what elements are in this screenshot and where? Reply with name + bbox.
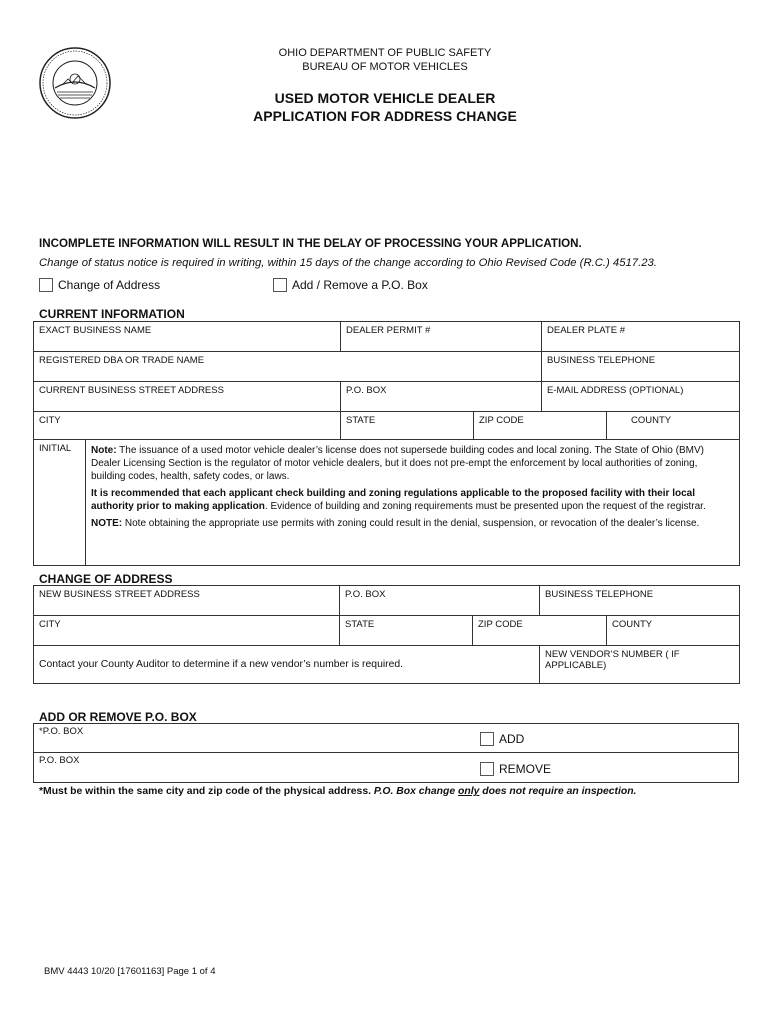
- change-of-address-checkbox[interactable]: [39, 278, 53, 292]
- new-city-field[interactable]: CITY: [34, 616, 340, 646]
- business-name-field[interactable]: EXACT BUSINESS NAME: [34, 322, 341, 352]
- state-field[interactable]: STATE: [341, 412, 474, 440]
- form-title: USED MOTOR VEHICLE DEALER: [274, 90, 496, 106]
- new-state-field[interactable]: STATE: [340, 616, 473, 646]
- po-box-heading: ADD OR REMOVE P.O. BOX: [39, 710, 197, 724]
- change-of-address-label: Change of Address: [58, 278, 161, 292]
- vendor-number-field[interactable]: NEW VENDOR’S NUMBER ( IF APPLICABLE): [540, 646, 740, 684]
- add-checkbox[interactable]: [480, 732, 494, 746]
- auditor-note: Contact your County Auditor to determine if a new vendor’s number is required.: [34, 646, 540, 684]
- agency-name: OHIO DEPARTMENT OF PUBLIC SAFETY: [278, 47, 492, 59]
- po-box-field-2-label: P.O. BOX: [39, 755, 80, 766]
- add-option[interactable]: [480, 732, 524, 746]
- dba-field[interactable]: REGISTERED DBA OR TRADE NAME: [34, 352, 542, 382]
- dealer-plate-field[interactable]: DEALER PLATE #: [542, 322, 740, 352]
- change-of-address-option[interactable]: [39, 278, 160, 292]
- form-subtitle: APPLICATION FOR ADDRESS CHANGE: [253, 108, 517, 124]
- po-box-footnote: *Must be within the same city and zip code of the physical address. P.O. Box change only does not require an inspection.: [39, 786, 637, 797]
- new-county-field[interactable]: COUNTY: [607, 616, 740, 646]
- current-street-field[interactable]: CURRENT BUSINESS STREET ADDRESS: [34, 382, 341, 412]
- zoning-note: Note: The issuance of a used motor vehicle dealer’s license does not supersede building codes and local zoning. The State of Ohio (BMV) Dealer Licensing Section is the regulator of motor vehicle dealers, but it does not pre-empt the enforcement by local authorities of zoning, building codes, health, safety codes, or laws. It is recommended that each applicant check building and zoning regulations applicable to the proposed facility with their local authority prior to making application. Evidence of building and zoning requirements must be presented upon the request of the registrar. NOTE: Note obtaining the appropriate use permits with zoning could result in the denial, suspension, or revocation of the dealer’s license.: [86, 440, 740, 566]
- new-po-box-field[interactable]: P.O. BOX: [340, 586, 540, 616]
- notice-text: Change of status notice is required in writing, within 15 days of the change according to Ohio Revised Code (R.C.) 4517.23.: [39, 257, 657, 269]
- add-remove-po-checkbox[interactable]: [273, 278, 287, 292]
- current-info-table: [33, 321, 740, 440]
- warning-text: INCOMPLETE INFORMATION WILL RESULT IN THE DELAY OF PROCESSING YOUR APPLICATION.: [39, 237, 582, 250]
- current-po-box-field[interactable]: P.O. BOX: [341, 382, 542, 412]
- add-remove-po-option[interactable]: [273, 278, 428, 292]
- form-footer: BMV 4443 10/20 [17601163] Page 1 of 4: [44, 966, 216, 977]
- bureau-name: BUREAU OF MOTOR VEHICLES: [302, 61, 468, 73]
- add-label: ADD: [499, 732, 525, 746]
- county-field[interactable]: COUNTY: [607, 412, 740, 440]
- new-street-field[interactable]: NEW BUSINESS STREET ADDRESS: [34, 586, 340, 616]
- change-address-table: [33, 585, 740, 684]
- business-telephone-field[interactable]: BUSINESS TELEPHONE: [542, 352, 740, 382]
- po-box-field-1[interactable]: [33, 723, 739, 753]
- initial-note-table: [33, 439, 740, 566]
- current-info-heading: CURRENT INFORMATION: [39, 307, 185, 321]
- new-telephone-field[interactable]: BUSINESS TELEPHONE: [540, 586, 740, 616]
- change-of-address-heading: CHANGE OF ADDRESS: [39, 572, 173, 586]
- email-field[interactable]: E-MAIL ADDRESS (OPTIONAL): [542, 382, 740, 412]
- po-box-field-2[interactable]: [33, 753, 739, 783]
- new-zip-field[interactable]: ZIP CODE: [473, 616, 607, 646]
- remove-checkbox[interactable]: [480, 762, 494, 776]
- initial-field[interactable]: INITIAL: [34, 440, 86, 566]
- city-field[interactable]: CITY: [34, 412, 341, 440]
- remove-label: REMOVE: [499, 762, 552, 776]
- add-remove-po-label: Add / Remove a P.O. Box: [292, 278, 428, 292]
- po-box-field-1-label: *P.O. BOX: [39, 726, 84, 737]
- dealer-permit-field[interactable]: DEALER PERMIT #: [341, 322, 542, 352]
- zip-field[interactable]: ZIP CODE: [474, 412, 607, 440]
- remove-option[interactable]: [480, 762, 551, 776]
